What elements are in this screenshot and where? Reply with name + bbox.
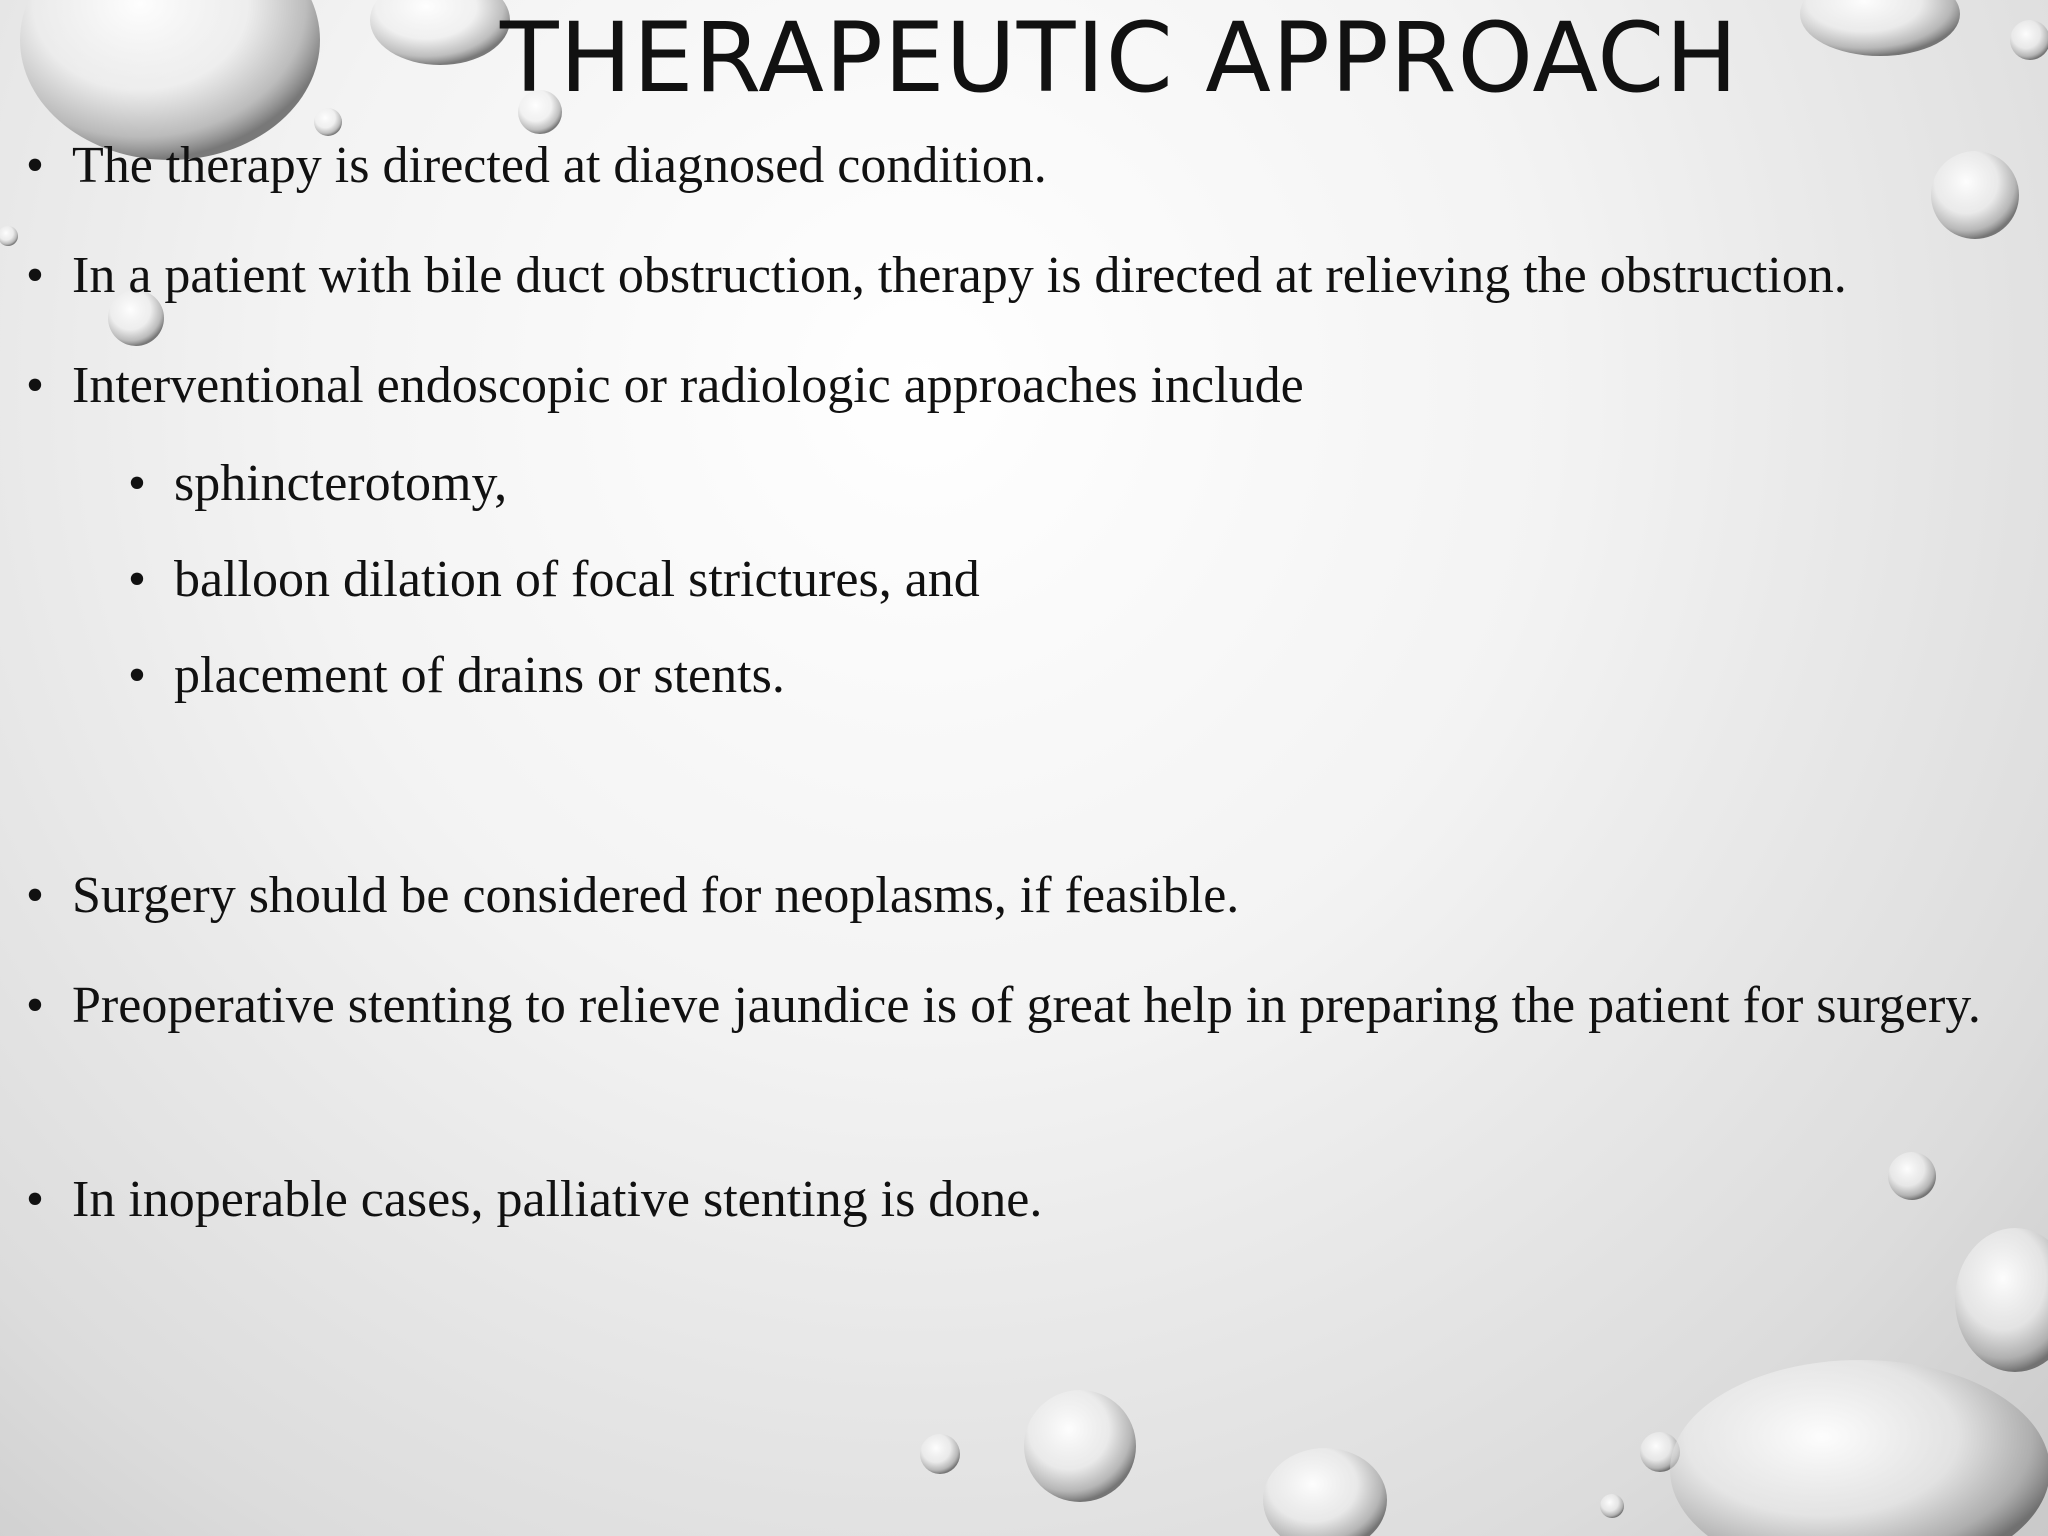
bullet-text: Preoperative stenting to relieve jaundice is of great help in preparing the patient for surgery. bbox=[72, 977, 1981, 1034]
bullet-item bbox=[25, 964, 1992, 1048]
sub-bullet-item bbox=[127, 442, 508, 526]
bullet-text: The therapy is directed at diagnosed condition. bbox=[72, 137, 1047, 194]
bullet-text: sphincterotomy, bbox=[174, 455, 508, 512]
bullet-marker: • bbox=[127, 455, 147, 512]
sub-bullet-item bbox=[127, 634, 785, 718]
bullet-item bbox=[25, 1158, 1043, 1242]
bullet-marker: • bbox=[127, 551, 147, 608]
bullet-marker: • bbox=[25, 357, 45, 414]
bullet-marker: • bbox=[127, 647, 147, 704]
bullet-item bbox=[25, 124, 1047, 208]
bullet-marker: • bbox=[25, 867, 45, 924]
bullet-marker: • bbox=[25, 977, 45, 1034]
sub-bullet-item bbox=[127, 538, 980, 622]
bullet-text: In inoperable cases, palliative stenting is done. bbox=[72, 1171, 1043, 1228]
bullet-item bbox=[25, 344, 1304, 428]
bullet-marker: • bbox=[25, 247, 45, 304]
bullet-marker: • bbox=[25, 137, 45, 194]
bullet-text: Surgery should be considered for neoplasms, if feasible. bbox=[72, 867, 1240, 924]
bullet-text: placement of drains or stents. bbox=[174, 647, 785, 704]
bullet-marker: • bbox=[25, 1171, 45, 1228]
bullet-text: balloon dilation of focal strictures, and bbox=[174, 551, 980, 608]
bullet-item bbox=[25, 854, 1240, 938]
bullet-item bbox=[25, 234, 1847, 318]
bullet-text: Interventional endoscopic or radiologic approaches include bbox=[72, 357, 1304, 414]
bullet-text: In a patient with bile duct obstruction, therapy is directed at relieving the obstruction. bbox=[72, 247, 1847, 304]
slide-title: THERAPEUTIC APPROACH bbox=[500, 2, 1739, 114]
